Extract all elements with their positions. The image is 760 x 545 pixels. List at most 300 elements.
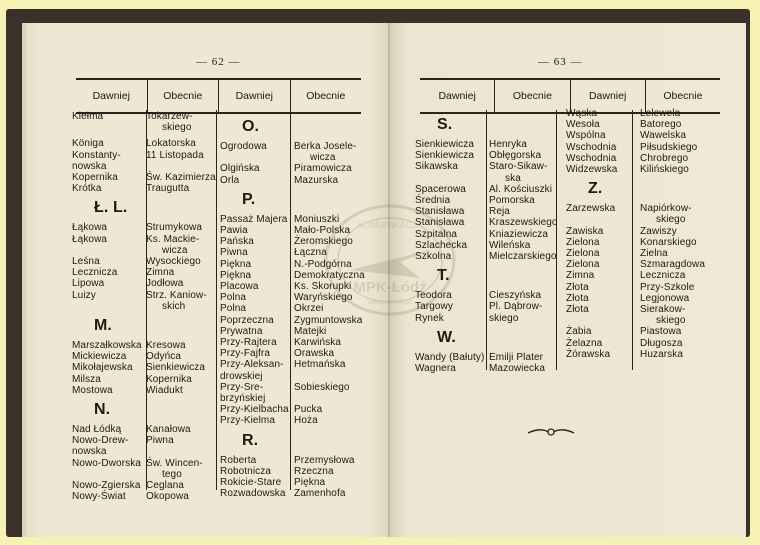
section-letter: R. bbox=[242, 431, 259, 449]
new-street-name-part: Tokarzew- bbox=[146, 111, 193, 122]
street-row bbox=[566, 226, 736, 237]
old-street-name: Pawia bbox=[220, 225, 248, 237]
section-letter: S. bbox=[437, 116, 453, 133]
old-street-name: Nowo-Drew- bbox=[72, 435, 129, 447]
section-letter: Ł. L. bbox=[94, 199, 128, 217]
new-street-name-part: Ks. Skorupki bbox=[294, 281, 352, 293]
new-street-name bbox=[146, 138, 196, 149]
new-street-name-part: Piramowicza bbox=[294, 163, 352, 175]
new-street-name bbox=[640, 282, 694, 293]
old-street-name: Polna bbox=[220, 303, 247, 315]
street-row bbox=[72, 351, 220, 362]
old-street-name: Złota bbox=[566, 304, 589, 316]
new-street-name-part: Okrzei bbox=[294, 303, 324, 315]
new-street-name-part: Mało-Polska bbox=[294, 225, 351, 237]
new-street-name bbox=[146, 290, 207, 312]
street-row bbox=[72, 161, 220, 172]
old-street-name: Wspólna bbox=[566, 130, 606, 142]
new-street-name bbox=[146, 351, 181, 362]
section-letter: Z. bbox=[588, 180, 603, 198]
new-street-name-part: wicza bbox=[162, 244, 188, 256]
street-row bbox=[566, 119, 736, 130]
new-street-name bbox=[294, 348, 334, 359]
new-street-name-part: Jodłowa bbox=[146, 278, 184, 290]
new-street-name bbox=[640, 270, 685, 281]
old-street-name: Szlachecka bbox=[415, 239, 468, 251]
new-street-name bbox=[146, 362, 205, 373]
new-street-name-part: Piłsudskiego bbox=[640, 141, 698, 153]
street-row bbox=[566, 259, 736, 270]
street-row bbox=[566, 326, 736, 337]
new-street-name bbox=[146, 385, 183, 396]
street-row bbox=[220, 337, 380, 348]
old-street-name: Zielona bbox=[566, 259, 600, 271]
street-row bbox=[72, 150, 220, 161]
old-street-name: Wschodnia bbox=[566, 141, 617, 153]
new-street-name bbox=[146, 374, 192, 385]
street-row bbox=[220, 371, 380, 382]
street-row bbox=[415, 363, 560, 374]
new-street-name-part: Piękna bbox=[294, 477, 326, 489]
new-street-name-part: Legjonowa bbox=[640, 292, 690, 304]
new-street-name bbox=[294, 163, 352, 174]
street-row bbox=[72, 340, 220, 351]
new-street-name-part: Kilińskiego bbox=[640, 164, 689, 176]
new-street-name bbox=[146, 435, 174, 446]
new-street-name bbox=[489, 251, 557, 262]
street-row bbox=[220, 393, 380, 404]
new-street-name-part: Sierakow- bbox=[640, 304, 686, 316]
new-street-name bbox=[489, 352, 543, 363]
svg-text:MPK-Łódź: MPK-Łódź bbox=[353, 279, 427, 296]
old-street-name: Placowa bbox=[220, 281, 259, 293]
new-street-name-part: Ceglana bbox=[146, 480, 184, 492]
old-street-name: Kopernika bbox=[72, 172, 118, 184]
new-street-name bbox=[640, 326, 681, 337]
old-street-name: Wagnera bbox=[415, 363, 456, 375]
new-street-name-part: Zamenhofa bbox=[294, 488, 346, 500]
new-street-name bbox=[294, 141, 356, 163]
new-street-name-part: Mazowiecka bbox=[489, 363, 546, 375]
street-row bbox=[566, 304, 736, 326]
old-street-name: Mostowa bbox=[72, 384, 113, 396]
old-street-name: Leśna bbox=[72, 256, 100, 268]
new-street-name bbox=[640, 237, 697, 248]
new-street-name bbox=[146, 183, 189, 194]
new-street-name bbox=[294, 359, 345, 370]
new-street-name-part: Orawska bbox=[294, 348, 335, 360]
street-row bbox=[566, 349, 736, 360]
old-street-name: Passaż Majera bbox=[220, 213, 288, 225]
old-street-name: Złota bbox=[566, 292, 589, 304]
old-street-name: Targowy bbox=[415, 301, 453, 313]
street-row bbox=[220, 382, 380, 393]
old-street-name: Polna bbox=[220, 292, 247, 304]
new-street-name bbox=[489, 161, 547, 183]
new-street-name-part: tego bbox=[162, 468, 182, 480]
ornament-icon bbox=[526, 425, 576, 439]
new-street-name bbox=[489, 150, 541, 161]
new-street-name-part: Kopernika bbox=[146, 373, 192, 385]
new-street-name bbox=[640, 226, 677, 237]
street-row bbox=[566, 248, 736, 259]
new-street-name-part: Strumykowa bbox=[146, 222, 203, 234]
header-obecnie: Obecnie bbox=[645, 80, 720, 112]
street-row bbox=[566, 203, 736, 225]
street-row bbox=[220, 455, 380, 466]
street-row bbox=[415, 352, 560, 363]
street-row bbox=[220, 359, 380, 370]
old-street-name: Ogrodowa bbox=[220, 141, 267, 152]
new-street-name-part: Mielczarskiego bbox=[489, 251, 557, 263]
new-street-name-part: Piwna bbox=[146, 435, 174, 447]
street-row bbox=[72, 111, 220, 133]
street-row bbox=[72, 385, 220, 396]
new-street-name-part: Hetmańska bbox=[294, 359, 346, 371]
new-street-name bbox=[640, 259, 705, 270]
new-street-name-part: Pl. Dąbrow- bbox=[489, 301, 543, 313]
new-street-name bbox=[640, 153, 688, 164]
old-street-name: Przy-Rajtera bbox=[220, 337, 277, 349]
new-street-name bbox=[640, 130, 686, 141]
new-street-name-part: Rzeczna bbox=[294, 465, 334, 477]
new-street-name-part: skiego bbox=[162, 122, 192, 134]
new-street-name-part: Łączna bbox=[294, 247, 327, 259]
street-row bbox=[72, 234, 220, 256]
watermark-logo-icon bbox=[320, 200, 460, 320]
new-street-name bbox=[489, 139, 527, 150]
section-letter: T. bbox=[437, 267, 450, 285]
new-street-name bbox=[640, 142, 697, 153]
new-street-name-part: Karwińska bbox=[294, 337, 342, 349]
page-number-right: — 63 — bbox=[538, 56, 583, 68]
street-row bbox=[72, 424, 220, 435]
new-street-name bbox=[294, 477, 325, 488]
new-street-name bbox=[146, 267, 174, 278]
street-row bbox=[415, 161, 560, 183]
new-street-name bbox=[146, 458, 203, 480]
new-street-name-part: Lecznicza bbox=[640, 270, 686, 282]
street-row bbox=[566, 270, 736, 281]
old-street-name: Przy-Kielbacha bbox=[220, 404, 289, 416]
new-street-name bbox=[294, 404, 322, 415]
old-street-name: Milsza bbox=[72, 373, 101, 385]
new-street-name bbox=[146, 256, 201, 267]
street-row bbox=[566, 108, 736, 119]
street-row bbox=[72, 267, 220, 278]
street-row bbox=[72, 278, 220, 289]
new-street-name-part: Św. Wincen- bbox=[146, 457, 203, 469]
new-street-name-part: Demokratyczna bbox=[294, 269, 365, 281]
old-street-name: Przy-Kielma bbox=[220, 415, 275, 427]
new-street-name-part: Hoża bbox=[294, 415, 318, 427]
new-street-name-part: Waryńskiego bbox=[294, 292, 353, 304]
street-row bbox=[72, 138, 220, 149]
new-street-name bbox=[640, 203, 692, 225]
header-obecnie: Obecnie bbox=[290, 80, 362, 112]
street-row bbox=[220, 415, 380, 426]
new-street-name-part: Al. Kościuszki bbox=[489, 183, 553, 195]
new-street-name-part: Mazurska bbox=[294, 174, 339, 186]
street-row bbox=[220, 163, 380, 174]
old-street-name: Poprzeczna bbox=[220, 314, 274, 326]
old-street-name: Sienkiewicza bbox=[415, 150, 475, 162]
old-street-name: nowska bbox=[72, 446, 107, 458]
street-row bbox=[220, 488, 380, 499]
old-street-name: Wandy (Bałuty) bbox=[415, 351, 485, 363]
new-street-name-part: skiego bbox=[656, 214, 686, 226]
old-street-name: Mickiewicza bbox=[72, 351, 127, 363]
old-street-name: Spacerowa bbox=[415, 183, 466, 195]
street-row bbox=[220, 348, 380, 359]
old-street-name: Widzewska bbox=[566, 164, 618, 176]
street-row bbox=[566, 153, 736, 164]
old-street-name: Łąkowa bbox=[72, 222, 108, 234]
old-street-name: Szkolna bbox=[415, 251, 452, 263]
new-street-name bbox=[146, 278, 183, 289]
new-street-name-part: wicza bbox=[310, 152, 336, 164]
header-dawniej: Dawniej bbox=[92, 90, 130, 102]
new-street-name bbox=[146, 340, 186, 351]
new-street-name-part: Napiórkow- bbox=[640, 203, 692, 215]
new-street-name-part: Wileńska bbox=[489, 239, 531, 251]
old-street-name: Szpitalna bbox=[415, 228, 458, 240]
old-street-name: Wschodnia bbox=[566, 152, 617, 164]
new-street-name-part: Długosza bbox=[640, 337, 683, 349]
new-street-name bbox=[489, 217, 558, 228]
old-street-name: Zimna bbox=[566, 270, 595, 282]
new-street-name bbox=[294, 455, 355, 466]
old-street-name: Stanisława bbox=[415, 217, 465, 229]
old-street-name: Olgińska bbox=[220, 163, 260, 175]
street-row bbox=[220, 404, 380, 415]
new-street-name bbox=[489, 290, 541, 301]
old-street-name: Przy-Fajfra bbox=[220, 348, 270, 360]
new-street-name bbox=[489, 301, 542, 312]
old-street-name: Przy-Sre- bbox=[220, 381, 264, 393]
old-street-name: Marszałkowska bbox=[72, 340, 142, 352]
street-row bbox=[415, 150, 560, 161]
old-street-name: Zielona bbox=[566, 236, 600, 248]
new-street-name bbox=[294, 382, 350, 393]
old-street-name: Roberta bbox=[220, 454, 257, 466]
new-street-name bbox=[489, 313, 519, 324]
new-street-name bbox=[489, 363, 545, 374]
old-street-name: Żelazna bbox=[566, 337, 603, 349]
old-street-name: Luizy bbox=[72, 289, 96, 301]
new-street-name-part: skich bbox=[162, 300, 186, 312]
old-street-name: Mikołajewska bbox=[72, 362, 133, 374]
street-row bbox=[566, 282, 736, 293]
old-street-name: Wesoła bbox=[566, 119, 600, 131]
new-street-name-part: Zimna bbox=[146, 267, 175, 279]
old-street-name: Stanisława bbox=[415, 206, 465, 218]
street-row bbox=[72, 256, 220, 267]
street-row bbox=[72, 458, 220, 480]
new-street-name-part: Cieszyńska bbox=[489, 290, 542, 302]
old-street-name: drowskiej bbox=[220, 370, 263, 382]
section-letter: O. bbox=[242, 118, 260, 135]
old-street-name: Piękna bbox=[220, 269, 252, 281]
new-street-name-part: Zygmuntowska bbox=[294, 314, 363, 326]
new-street-name bbox=[640, 164, 689, 175]
new-street-name bbox=[489, 206, 510, 217]
street-row bbox=[72, 172, 220, 183]
new-street-name bbox=[146, 234, 199, 256]
new-street-name-part: Obłęgorska bbox=[489, 150, 542, 162]
old-street-name: Nowy-Świat bbox=[72, 491, 126, 503]
new-street-name bbox=[146, 172, 216, 183]
new-street-name-part: Odyńca bbox=[146, 351, 182, 363]
new-street-name-part: Chrobrego bbox=[640, 152, 689, 164]
old-street-name: Lecznicza bbox=[72, 267, 118, 279]
new-street-name-part: Berka Josele- bbox=[294, 141, 357, 152]
old-street-name: Wąska bbox=[566, 108, 598, 119]
old-street-name: Sienkiewicza bbox=[415, 139, 475, 150]
old-street-name: brzyńskiej bbox=[220, 393, 266, 405]
new-street-name bbox=[146, 111, 192, 133]
old-street-name: Żabia bbox=[566, 326, 592, 338]
new-street-name bbox=[640, 119, 681, 130]
svg-text:KOMUNIKACJA: KOMUNIKACJA bbox=[357, 220, 423, 230]
section-letter: M. bbox=[94, 317, 112, 335]
left-table-header bbox=[76, 78, 361, 114]
new-street-name-part: Wysockiego bbox=[146, 256, 201, 268]
old-street-name: Nowo-Dworska bbox=[72, 457, 141, 469]
old-street-name: Lipowa bbox=[72, 278, 105, 290]
new-street-name bbox=[294, 337, 341, 348]
section-letter: P. bbox=[242, 190, 256, 208]
new-street-name bbox=[294, 466, 334, 477]
old-street-name: Łąkowa bbox=[72, 233, 108, 245]
new-street-name bbox=[489, 184, 552, 195]
new-street-name-part: Staro-Sikaw- bbox=[489, 161, 548, 173]
old-street-name: Pańska bbox=[220, 236, 254, 248]
new-street-name-part: Szmaragdowa bbox=[640, 259, 706, 271]
new-street-name bbox=[640, 338, 683, 349]
old-street-name: Średnia bbox=[415, 195, 451, 207]
old-street-name: Rynek bbox=[415, 312, 444, 324]
new-street-name-part: Matejki bbox=[294, 325, 327, 337]
new-street-name-part: Kresowa bbox=[146, 340, 186, 352]
street-row bbox=[72, 491, 220, 502]
street-row bbox=[220, 326, 380, 337]
new-street-name-part: Ks. Mackie- bbox=[146, 233, 200, 245]
new-street-name-part: Strz. Kaniow- bbox=[146, 289, 207, 301]
old-street-name: Piwna bbox=[220, 247, 248, 259]
street-row bbox=[220, 466, 380, 477]
section-letter: W. bbox=[437, 328, 456, 346]
old-street-name: Robotnicza bbox=[220, 465, 272, 477]
new-street-name-part: Żeromskiego bbox=[294, 236, 353, 248]
new-street-name bbox=[294, 175, 338, 186]
street-row bbox=[220, 175, 380, 186]
new-street-name-part: Kraszewskiego bbox=[489, 217, 558, 229]
new-street-name-part: Emilji Plater bbox=[489, 351, 544, 363]
page-number-left: — 62 — bbox=[196, 56, 241, 68]
street-row bbox=[415, 139, 560, 150]
new-street-name-part: Lokatorska bbox=[146, 138, 196, 150]
svg-text:www.mpk.lodz: www.mpk.lodz bbox=[367, 299, 413, 306]
old-street-name: Sikawska bbox=[415, 161, 459, 173]
new-street-name bbox=[146, 491, 189, 502]
new-street-name bbox=[294, 326, 326, 337]
new-street-name-part: Wawelska bbox=[640, 130, 686, 142]
old-street-name: nowska bbox=[72, 160, 107, 172]
new-street-name-part: Przemysłowa bbox=[294, 454, 355, 466]
new-street-name-part: skiego bbox=[656, 315, 686, 327]
new-street-name-part: Sienkiewicza bbox=[146, 362, 206, 374]
old-street-name: Piękna bbox=[220, 258, 252, 270]
new-street-name-part: Batorego bbox=[640, 119, 682, 131]
new-street-name-part: Reja bbox=[489, 206, 510, 218]
old-street-name: Kiełma bbox=[72, 111, 104, 122]
street-row bbox=[566, 142, 736, 153]
new-street-name-part: Kniaziewicza bbox=[489, 228, 549, 240]
street-row bbox=[566, 338, 736, 349]
new-street-name-part: Zawiszy bbox=[640, 225, 677, 237]
new-street-name-part: Zielna bbox=[640, 248, 668, 260]
new-street-name-part: Pucka bbox=[294, 404, 323, 416]
new-street-name-part: Wiadukt bbox=[146, 384, 183, 396]
street-row bbox=[72, 374, 220, 385]
street-row bbox=[72, 290, 220, 312]
new-street-name-part: Piastowa bbox=[640, 326, 682, 338]
new-street-name-part: Huzarska bbox=[640, 348, 684, 360]
new-street-name bbox=[489, 240, 530, 251]
old-street-name: Konstanty- bbox=[72, 149, 121, 161]
old-street-name: Rokicie-Stare bbox=[220, 477, 282, 489]
street-row bbox=[220, 477, 380, 488]
new-street-name-part: N.-Podgórna bbox=[294, 258, 352, 270]
old-street-name: Przy-Aleksan- bbox=[220, 359, 284, 371]
old-street-name: Orla bbox=[220, 174, 240, 186]
old-street-name: Krótka bbox=[72, 183, 102, 195]
new-street-name bbox=[640, 293, 689, 304]
street-row bbox=[220, 141, 380, 163]
old-street-name: Nad Łódką bbox=[72, 424, 122, 436]
new-street-name bbox=[640, 248, 668, 259]
old-street-name: Zawiska bbox=[566, 225, 604, 237]
new-street-name bbox=[489, 229, 548, 240]
street-row bbox=[566, 237, 736, 248]
new-street-name-part: Św. Kazimierza bbox=[146, 172, 216, 184]
header-dawniej: Dawniej bbox=[438, 90, 476, 102]
new-street-name-part: Konarskiego bbox=[640, 236, 697, 248]
old-street-name: Żórawska bbox=[566, 348, 611, 360]
street-row bbox=[566, 130, 736, 141]
new-street-name-part: Okopowa bbox=[146, 491, 189, 503]
new-street-name-part: Lelewela bbox=[640, 108, 681, 119]
new-street-name bbox=[489, 195, 535, 206]
new-street-name bbox=[146, 424, 191, 435]
old-street-name: Prywatna bbox=[220, 325, 263, 337]
old-street-name: Zielona bbox=[566, 248, 600, 260]
new-street-name-part: Kanałowa bbox=[146, 424, 191, 436]
header-dawniej: Dawniej bbox=[570, 80, 645, 112]
header-obecnie: Obecnie bbox=[147, 80, 219, 112]
old-street-name: Nowo-Zgierska bbox=[72, 480, 141, 492]
street-row bbox=[72, 480, 220, 491]
old-street-name: Rozwadowska bbox=[220, 488, 286, 500]
old-street-name: Königa bbox=[72, 138, 104, 150]
new-street-name-part: Henryka bbox=[489, 139, 527, 150]
new-street-name-part: Moniuszki bbox=[294, 213, 340, 225]
new-street-name-part: skiego bbox=[489, 312, 519, 324]
new-street-name-part: ska bbox=[505, 172, 521, 184]
street-row bbox=[415, 184, 560, 195]
section-letter: N. bbox=[94, 401, 111, 419]
